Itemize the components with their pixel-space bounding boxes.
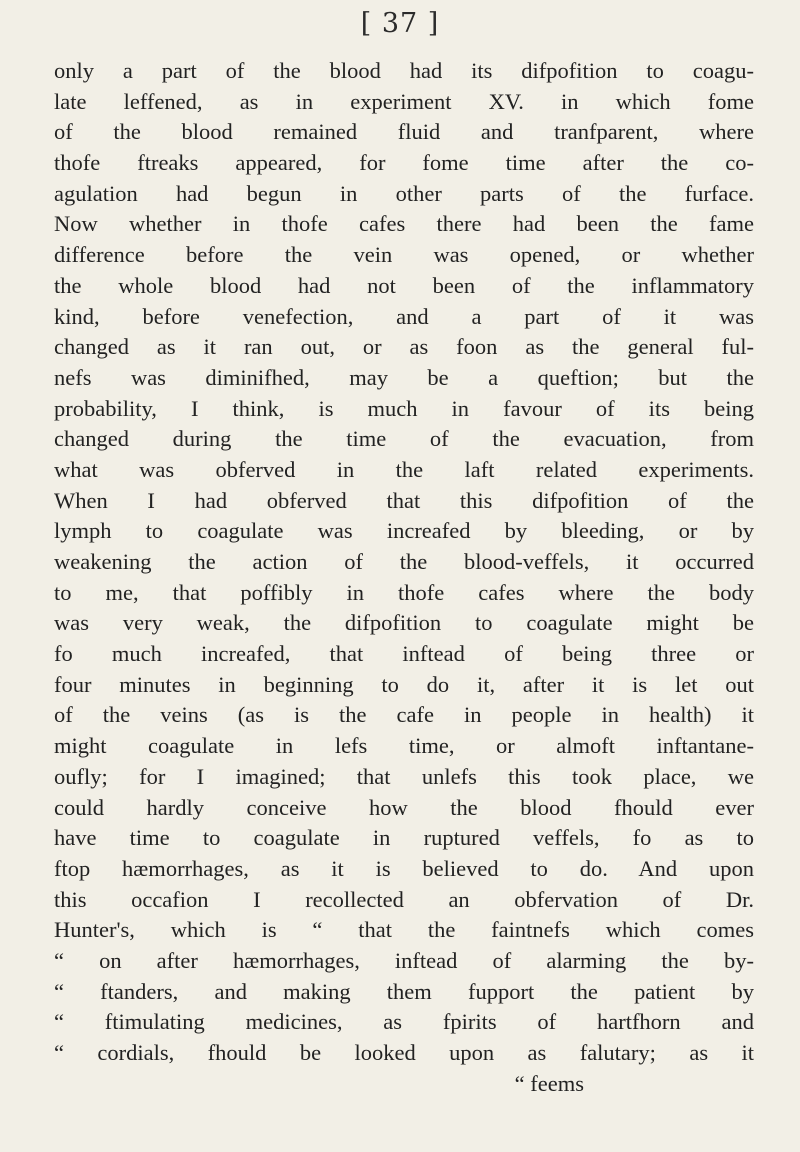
text-line: kind, before venefection, and a part of it was bbox=[54, 303, 754, 329]
text-line: what was obferved in the laft related experiments. bbox=[54, 456, 754, 482]
text-line: to me, that poffibly in thofe cafes where the body bbox=[54, 579, 754, 605]
page-number: [ 37 ] bbox=[360, 8, 440, 39]
text-line: nefs was diminifhed, may be a queftion; but the bbox=[54, 364, 754, 390]
text-line: “ ftimulating medicines, as fpirits of hartfhorn and bbox=[54, 1009, 754, 1035]
text-line: changed during the time of the evacuation, from bbox=[54, 426, 754, 452]
catchword: “ feems bbox=[514, 1070, 584, 1096]
text-line: of the veins (as is the cafe in people in health) it bbox=[54, 702, 754, 728]
text-line: have time to coagulate in ruptured veffels, fo as to bbox=[54, 825, 754, 851]
text-line: ftop hæmorrhages, as it is believed to do. And upon bbox=[54, 855, 754, 881]
text-line: probability, I think, is much in favour of its being bbox=[54, 395, 754, 421]
text-line: Hunter's, which is “ that the faintnefs which comes bbox=[54, 917, 754, 943]
text-line: difference before the vein was opened, or whether bbox=[54, 242, 754, 268]
text-line: “ on after hæmorrhages, inftead of alarming the by- bbox=[54, 947, 754, 973]
text-line: this occafion I recollected an obfervation of Dr. bbox=[54, 886, 754, 912]
text-line: When I had obferved that this difpofition of the bbox=[54, 487, 754, 513]
text-line: the whole blood had not been of the inflammatory bbox=[54, 272, 754, 298]
text-line: “ ftanders, and making them fupport the patient by bbox=[54, 978, 754, 1004]
text-line: of the blood remained fluid and tranfparent, where bbox=[54, 119, 754, 145]
text-line: only a part of the blood had its difpofition to coagu- bbox=[54, 58, 754, 83]
text-line: changed as it ran out, or as foon as the general ful- bbox=[54, 334, 754, 360]
text-line: weakening the action of the blood-veffels, it occurred bbox=[54, 549, 754, 574]
text-line: late leffened, as in experiment XV. in which fome bbox=[54, 88, 754, 114]
text-line: fo much increafed, that inftead of being three or bbox=[54, 641, 754, 667]
text-line: four minutes in beginning to do it, after it is let out bbox=[54, 671, 754, 697]
body-text bbox=[54, 56, 754, 1099]
text-line: was very weak, the difpofition to coagulate might be bbox=[54, 610, 754, 636]
text-line: thofe ftreaks appeared, for fome time after the co- bbox=[54, 150, 754, 176]
text-line: Now whether in thofe cafes there had been the fame bbox=[54, 211, 754, 237]
text-line: could hardly conceive how the blood fhould ever bbox=[54, 794, 754, 820]
text-line: “ cordials, fhould be looked upon as falutary; as it bbox=[54, 1040, 754, 1065]
text-line: lymph to coagulate was increafed by bleeding, or by bbox=[54, 518, 754, 544]
text-line: oufly; for I imagined; that unlefs this took place, we bbox=[54, 763, 754, 789]
text-line: agulation had begun in other parts of the furface. bbox=[54, 180, 754, 206]
text-line: might coagulate in lefs time, or almoft inftantane- bbox=[54, 733, 754, 759]
